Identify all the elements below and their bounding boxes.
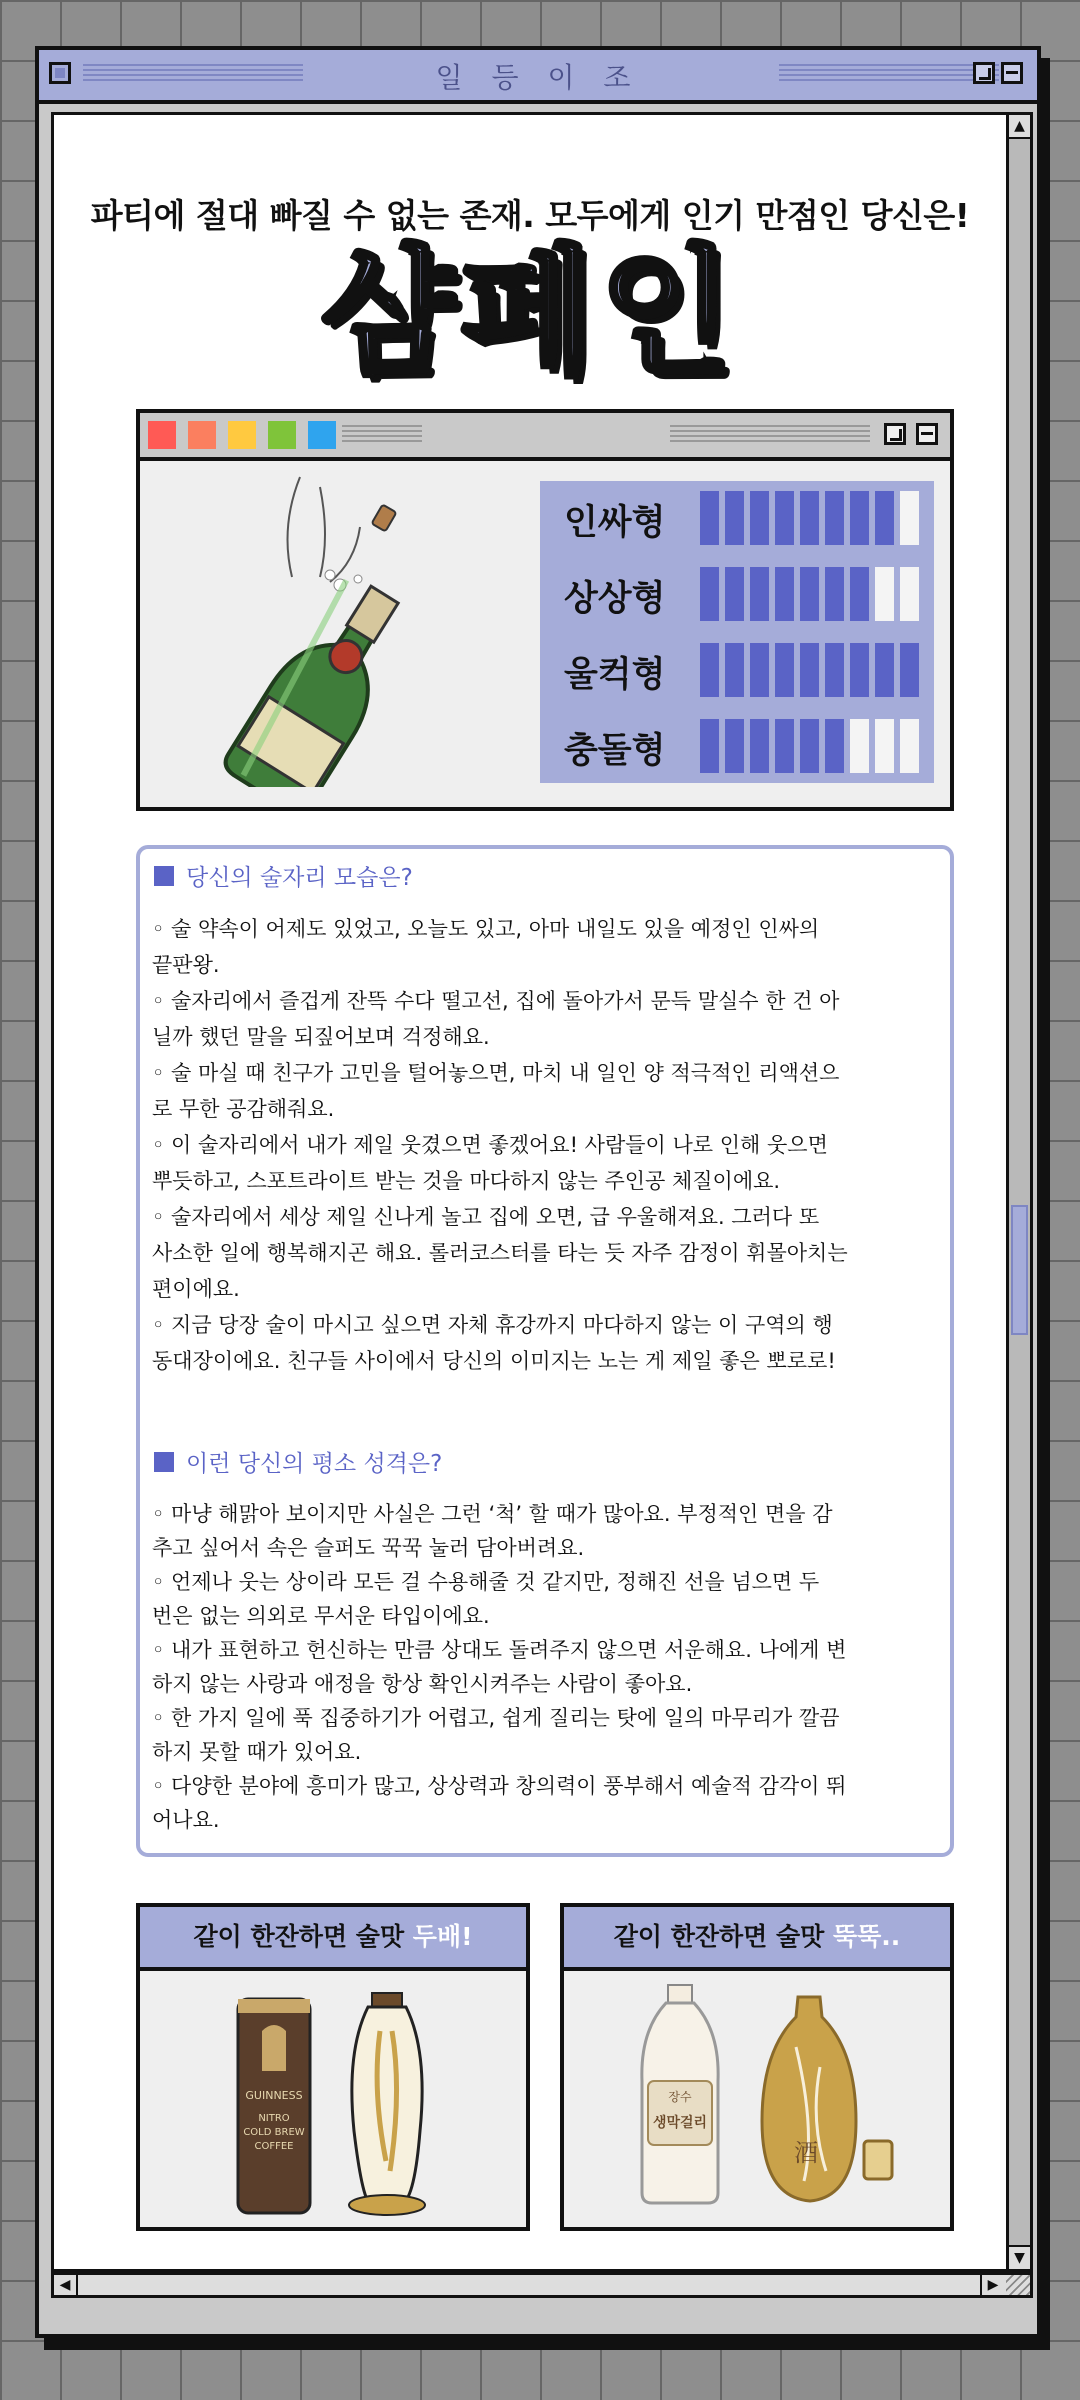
profile-window-title-bar xyxy=(140,413,950,461)
stat-segment-filled xyxy=(775,567,794,621)
stat-segment-filled xyxy=(750,567,769,621)
stat-segment-filled xyxy=(725,719,744,773)
stat-row xyxy=(540,643,934,703)
stat-segment-filled xyxy=(725,643,744,697)
stat-label: 충돌형 xyxy=(564,731,666,771)
square-bullet-icon xyxy=(154,866,174,886)
personality-section-title: 이런 당신의 평소 성격은? xyxy=(186,1451,443,1477)
good-match-prefix: 같이 한잔하면 술맛 xyxy=(193,1922,413,1951)
list-item: 하지 않는 사랑과 애정을 항상 확인시켜주는 사람이 좋아요. xyxy=(152,1672,693,1696)
stat-segment-filled xyxy=(825,491,844,545)
list-item: 사소한 일에 행복해지곤 해요. 롤러코스터를 타는 듯 자주 감정이 휘몰아치는 xyxy=(152,1241,848,1265)
profile-shade-icon[interactable] xyxy=(916,423,938,445)
list-item: 어나요. xyxy=(152,1808,220,1832)
list-item: 편이에요. xyxy=(152,1277,240,1301)
good-match-heading xyxy=(140,1907,526,1971)
stat-segment-empty xyxy=(850,719,869,773)
stat-segment-filled xyxy=(700,719,719,773)
list-item: ◦ 이 술자리에서 내가 제일 웃겼으면 좋겠어요! 사람들이 나로 인해 웃으면 xyxy=(152,1133,828,1157)
stat-segment-filled xyxy=(800,491,819,545)
stat-segment-filled xyxy=(800,719,819,773)
stat-segment-filled xyxy=(775,643,794,697)
scroll-right-arrow-icon[interactable]: ▶ xyxy=(980,2275,1004,2295)
stat-segment-filled xyxy=(875,643,894,697)
window-shade-icon[interactable] xyxy=(1001,62,1023,84)
bad-match-heading xyxy=(564,1907,950,1971)
red-swatch-icon xyxy=(148,421,176,449)
blue-swatch-icon xyxy=(308,421,336,449)
bad-match-prefix: 같이 한잔하면 술맛 xyxy=(613,1922,833,1951)
list-item: 동대장이에요. 친구들 사이에서 당신의 이미지는 노는 게 제일 좋은 뽀로로! xyxy=(152,1349,836,1373)
list-item: 번은 없는 의외로 무서운 타입이에요. xyxy=(152,1604,490,1628)
list-item: ◦ 내가 표현하고 헌신하는 만큼 상대도 돌려주지 않으면 서운해요. 나에게 변 xyxy=(152,1638,847,1662)
drinking-section-heading xyxy=(154,859,413,892)
list-item: ◦ 언제나 웃는 상이라 모든 걸 수용해줄 것 같지만, 정해진 선을 넘으면 두 xyxy=(152,1570,820,1594)
description-box xyxy=(136,845,954,1857)
guinness-can-icon xyxy=(238,1999,310,2213)
yellow-swatch-icon xyxy=(228,421,256,449)
list-item: ◦ 술 마실 때 친구가 고민을 털어놓으면, 마치 내 일인 양 적극적인 리액션으 xyxy=(152,1061,840,1085)
stat-segment-filled xyxy=(800,643,819,697)
stat-row xyxy=(540,567,934,627)
result-title: 샴페인 xyxy=(321,232,739,393)
square-bullet-icon xyxy=(154,1452,174,1472)
stat-segment-filled xyxy=(875,491,894,545)
orange-swatch-icon xyxy=(188,421,216,449)
list-item: 추고 싶어서 속은 슬퍼도 꾹꾹 눌러 담아버려요. xyxy=(152,1536,585,1560)
list-item: ◦ 마냥 해맑아 보이지만 사실은 그런 ‘척’ 할 때가 많아요. 부정적인 면을 감 xyxy=(152,1502,833,1526)
stat-segment-filled xyxy=(900,643,919,697)
profile-restore-icon[interactable] xyxy=(884,423,906,445)
can-brand-text: GUINNESS xyxy=(245,2089,303,2102)
app-window xyxy=(35,46,1041,2338)
stat-row xyxy=(540,491,934,551)
green-swatch-icon xyxy=(268,421,296,449)
stat-meter xyxy=(700,643,919,697)
profile-window xyxy=(136,409,954,811)
stat-segment-filled xyxy=(800,567,819,621)
bad-match-card xyxy=(560,1903,954,2231)
stat-row xyxy=(540,719,934,779)
liquor-jug-icon xyxy=(762,1997,892,2201)
profile-bar-stripes-left xyxy=(342,425,422,445)
stat-segment-filled xyxy=(700,491,719,545)
list-item: ◦ 다양한 분야에 흥미가 많고, 상상력과 창의력이 풍부해서 예술적 감각이 뛰 xyxy=(152,1774,847,1798)
list-item: ◦ 지금 당장 술이 마시고 싶으면 자체 휴강까지 마다하지 않는 이 구역의 행 xyxy=(152,1313,833,1337)
scroll-down-arrow-icon[interactable]: ▼ xyxy=(1009,2245,1030,2269)
bad-match-drinks-illustration xyxy=(564,1971,950,2231)
list-item: 로 무한 공감해줘요. xyxy=(152,1097,335,1121)
vertical-scrollbar[interactable] xyxy=(1009,112,1033,2272)
horizontal-scrollbar[interactable] xyxy=(51,2272,1033,2298)
list-item: ◦ 술자리에서 즐겁게 잔뜩 수다 떨고선, 집에 돌아가서 문득 말실수 한 건 아 xyxy=(152,989,840,1013)
drinking-section-title: 당신의 술자리 모습은? xyxy=(186,865,413,891)
personality-section-heading xyxy=(154,1445,442,1478)
list-item: ◦ 술 약속이 어제도 있었고, 오늘도 있고, 아마 내일도 있을 예정인 인싸의 xyxy=(152,917,820,941)
list-item: 뿌듯하고, 스포트라이트 받는 것을 마다하지 않는 주인공 체질이에요. xyxy=(152,1169,781,1193)
stat-segment-filled xyxy=(700,567,719,621)
stat-segment-empty xyxy=(900,567,919,621)
restore-icon[interactable] xyxy=(973,62,995,84)
scroll-up-arrow-icon[interactable]: ▲ xyxy=(1009,115,1030,139)
ginseng-bottle-icon xyxy=(349,1993,425,2215)
list-item: ◦ 한 가지 일에 푹 집중하기가 어렵고, 쉽게 질리는 탓에 일의 마무리가 깔끔 xyxy=(152,1706,840,1730)
stat-segment-empty xyxy=(900,719,919,773)
stat-meter xyxy=(700,491,919,545)
list-item: 하지 못할 때가 있어요. xyxy=(152,1740,362,1764)
makgeolli-brand-text: 장수 xyxy=(668,2090,692,2104)
list-item: ◦ 술자리에서 세상 제일 신나게 놀고 집에 오면, 급 우울해져요. 그러다 또 xyxy=(152,1205,820,1229)
stat-segment-filled xyxy=(850,643,869,697)
good-match-highlight: 두배! xyxy=(412,1922,473,1951)
content-pane xyxy=(51,112,1009,2272)
stat-segment-filled xyxy=(750,719,769,773)
stat-meter xyxy=(700,567,919,621)
stat-segment-empty xyxy=(900,491,919,545)
list-item: 끝판왕. xyxy=(152,953,220,977)
personality-section-list xyxy=(152,1497,936,1837)
result-subtitle: 파티에 절대 빠질 수 없는 존재. 모두에게 인기 만점인 당신은! xyxy=(90,196,970,235)
stat-meter xyxy=(700,719,919,773)
can-line-text: COFFEE xyxy=(254,2141,294,2152)
scroll-left-arrow-icon[interactable]: ◀ xyxy=(54,2275,78,2295)
good-match-drinks-illustration xyxy=(140,1971,526,2231)
stat-segment-filled xyxy=(850,567,869,621)
stat-segment-empty xyxy=(875,567,894,621)
stat-segment-filled xyxy=(825,643,844,697)
stat-label: 상상형 xyxy=(564,579,666,619)
good-match-card xyxy=(136,1903,530,2231)
makgeolli-label-text: 생막걸리 xyxy=(652,2115,708,2131)
drinking-section-list xyxy=(152,911,936,1379)
bad-match-highlight: 뚝뚝.. xyxy=(833,1922,901,1951)
makgeolli-bottle-icon xyxy=(642,1985,718,2203)
list-item: 닐까 했던 말을 되짚어보며 걱정해요. xyxy=(152,1025,490,1049)
stat-segment-empty xyxy=(875,719,894,773)
stat-segment-filled xyxy=(775,491,794,545)
profile-bar-stripes-right xyxy=(670,425,870,445)
stat-segment-filled xyxy=(725,491,744,545)
stat-panel xyxy=(540,481,934,783)
stat-segment-filled xyxy=(825,719,844,773)
can-line-text: COLD BREW xyxy=(243,2127,305,2138)
title-bar-stripes-right xyxy=(779,64,999,84)
stat-label: 울컥형 xyxy=(564,655,666,695)
window-title: 일 등 이 조 xyxy=(435,61,641,94)
stat-segment-filled xyxy=(700,643,719,697)
stat-segment-filled xyxy=(725,567,744,621)
stat-segment-filled xyxy=(850,491,869,545)
stat-segment-filled xyxy=(750,643,769,697)
stat-segment-filled xyxy=(750,491,769,545)
resize-grip-icon[interactable] xyxy=(1006,2275,1030,2295)
title-bar[interactable] xyxy=(39,50,1037,104)
stat-label: 인싸형 xyxy=(564,503,666,543)
stat-segment-filled xyxy=(775,719,794,773)
champagne-bottle-illustration xyxy=(180,467,420,787)
jug-character-text: 酒 xyxy=(794,2139,818,2167)
can-line-text: NITRO xyxy=(258,2113,290,2124)
stat-segment-filled xyxy=(825,567,844,621)
vertical-scroll-thumb[interactable] xyxy=(1011,1205,1028,1335)
